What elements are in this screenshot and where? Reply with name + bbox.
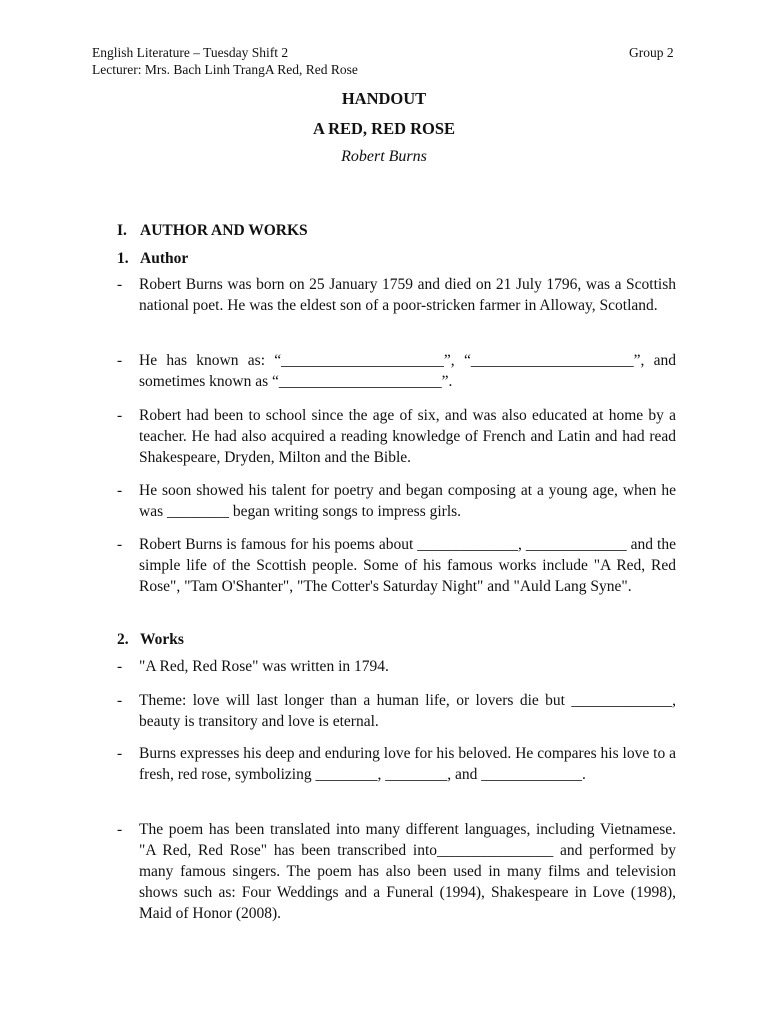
list-item — [117, 350, 676, 392]
lecturer-line: Lecturer: Mrs. Bach Linh TrangA Red, Red Rose — [92, 62, 358, 77]
bullet-dash: - — [117, 352, 123, 369]
subheading-author — [117, 249, 188, 269]
list-item-text: Robert had been to school since the age of six, and was also educated at home by a teacher. He had also acquired a reading knowledge of French and Latin and had read Shakespeare, Dryden, Milton and the Bible. — [139, 407, 676, 466]
subheading-number: 1. — [117, 250, 129, 267]
list-item-text: Robert Burns was born on 25 January 1759 and died on 21 July 1796, was a Scottish national poet. He was the eldest son of a poor-stricken farmer in Alloway, Scotland. — [139, 276, 676, 314]
list-item-text: "A Red, Red Rose" was written in 1794. — [139, 658, 389, 675]
section-heading-author-and-works — [117, 221, 308, 241]
list-item-text: Robert Burns is famous for his poems about _____________, _____________ and the simple life of the Scottish people. Some of his famous works include "A Red, Red Rose", "Tam O'Shanter", "The Cotter's Saturday Night" and "Auld Lang Syne". — [139, 536, 676, 595]
subheading-title: Author — [140, 250, 189, 267]
list-item-text: Burns expresses his deep and enduring love for his beloved. He compares his love to a fresh, red rose, symbolizing ________, ________, and _____________. — [139, 745, 676, 783]
bullet-dash: - — [117, 276, 123, 293]
bullet-dash: - — [117, 658, 123, 675]
bullet-dash: - — [117, 692, 123, 709]
list-item — [117, 656, 676, 677]
list-item — [117, 480, 676, 522]
list-item — [117, 743, 676, 785]
list-item-text: The poem has been translated into many different languages, including Vietnamese. "A Red, Red Rose" has been transcribed into_______________ and performed by many famous singers. The poem has also been used in many films and television shows such as: Four Weddings and a Funeral (1994), Shakespeare in Love (1998), Maid of Honor (2008). — [139, 821, 676, 922]
poem-title: A RED, RED ROSE — [312, 119, 456, 138]
bullet-dash: - — [117, 821, 123, 838]
group-label: Group 2 — [629, 45, 674, 60]
poem-author: Robert Burns — [341, 148, 427, 165]
subheading-title: Works — [140, 631, 184, 648]
list-item-text: Theme: love will last longer than a human life, or lovers die but _____________, beauty is transitory and love is eternal. — [139, 692, 676, 730]
list-item — [117, 690, 676, 732]
list-item — [117, 534, 676, 597]
list-item — [117, 405, 676, 468]
list-item-text: He has known as: “_____________________”, “_____________________”, and sometimes known as “_____________________”. — [139, 352, 676, 390]
subheading-number: 2. — [117, 631, 129, 648]
course-header: English Literature – Tuesday Shift 2 — [92, 45, 289, 60]
section-title: AUTHOR AND WORKS — [140, 222, 308, 239]
bullet-dash: - — [117, 536, 123, 553]
handout-title: HANDOUT — [341, 89, 427, 108]
bullet-dash: - — [117, 745, 123, 762]
bullet-dash: - — [117, 407, 123, 424]
list-item-text: He soon showed his talent for poetry and began composing at a young age, when he was ________ began writing songs to impress girls. — [139, 482, 676, 520]
list-item — [117, 819, 676, 924]
bullet-dash: - — [117, 482, 123, 499]
section-number: I. — [117, 222, 127, 239]
subheading-works — [117, 630, 184, 650]
list-item — [117, 274, 676, 316]
